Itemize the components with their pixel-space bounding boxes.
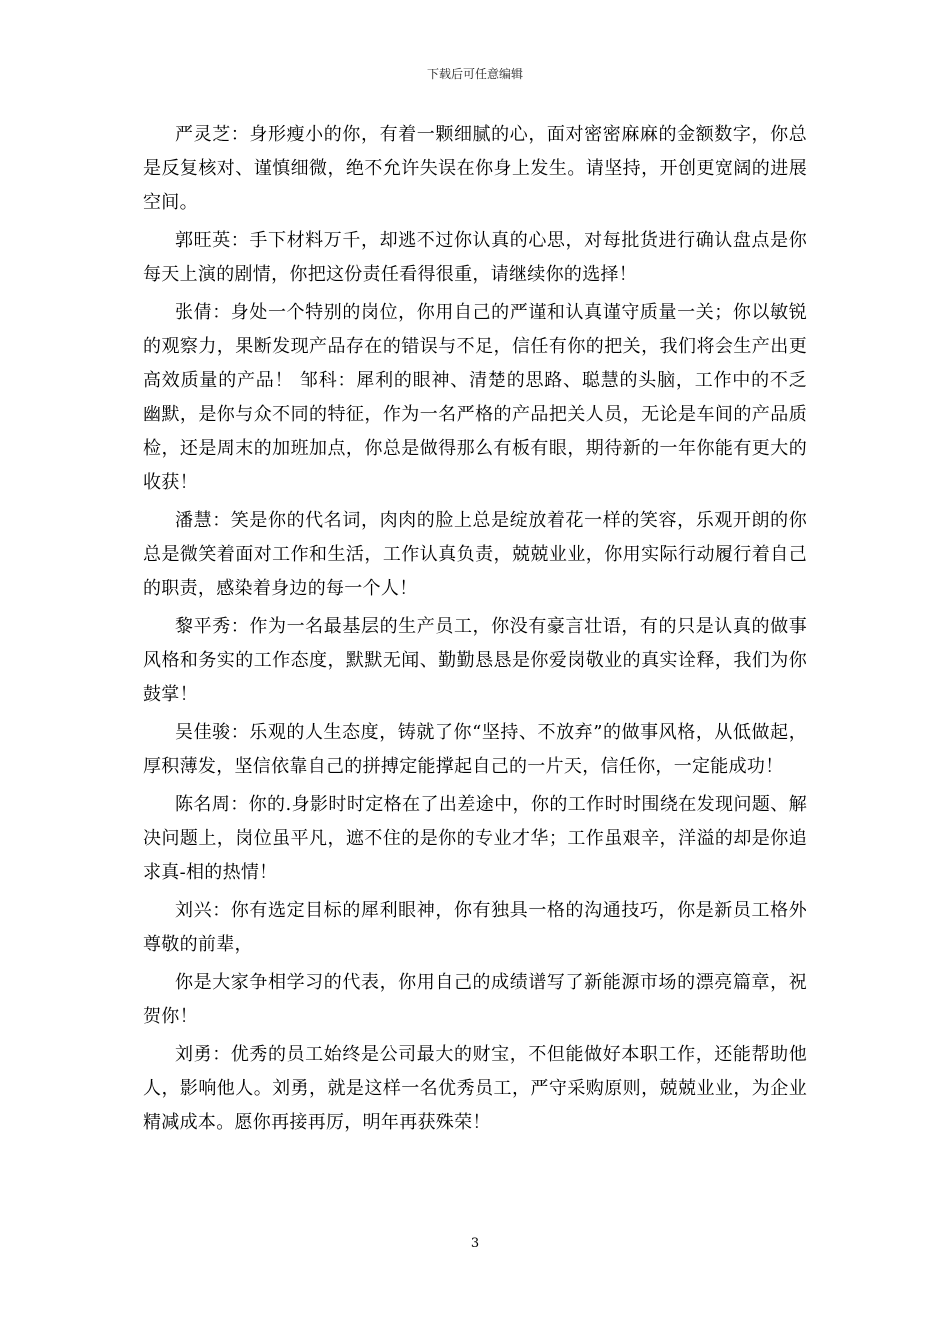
page-number: 3 <box>470 1236 480 1251</box>
page-header: 下载后可任意编辑 <box>426 67 523 81</box>
paragraph-liu-xing: 刘兴：你有选定目标的犀利眼神，你有独具一格的沟通技巧，你是新员工格外尊敬的前辈， <box>143 900 807 955</box>
document-body <box>143 118 807 1144</box>
paragraph-liu-yong: 刘勇：优秀的员工始终是公司最大的财宝，不但能做好本职工作，还能帮助他人，影响他人。刘勇，就是这样一名优秀员工，严守采购原则，兢兢业业，为企业精减成本。愿你再接再厉，明年再获殊荣！ <box>143 1044 807 1133</box>
paragraph-wu-jiajun: 吴佳骏：乐观的人生态度，铸就了你“坚持、不放弃”的做事风格，从低做起，厚积薄发，坚信依靠自己的拼搏定能撑起自己的一片天，信任你，一定能成功！ <box>143 722 807 777</box>
paragraph-zhang-qian: 张倩：身处一个特别的岗位，你用自己的严谨和认真谨守质量一关；你以敏锐的观察力，果断发现产品存在的错误与不足，信任有你的把关，我们将会生产出更高效质量的产品！ 邹科：犀利的眼神、清楚的思路、聪慧的头脑，工作中的不乏幽默，是你与众不同的特征，作为一名严格的产品把关人员，无论是车间的产品质检，还是周末的加班加点，你总是做得那么有板有眼，期待新的一年你能有更大的收获！ <box>143 302 807 493</box>
paragraph-li-pingxiu: 黎平秀：作为一名最基层的生产员工，你没有豪言壮语，有的只是认真的做事风格和务实的工作态度，默默无闻、勤勤恳恳是你爱岗敬业的真实诠释，我们为你鼓掌！ <box>143 616 807 705</box>
paragraph-chen-mingzhou: 陈名周：你的.身影时时定格在了出差途中，你的工作时时围绕在发现问题、解决问题上，岗位虽平凡，遮不住的是你的专业才华；工作虽艰辛，洋溢的却是你追求真-相的热情！ <box>143 794 807 883</box>
paragraph-guo-wangying: 郭旺英：手下材料万千，却逃不过你认真的心思，对每批货进行确认盘点是你每天上演的剧情，你把这份责任看得很重，请继续你的选择！ <box>143 230 807 285</box>
paragraph-pan-hui: 潘慧：笑是你的代名词，肉肉的脸上总是绽放着花一样的笑容，乐观开朗的你总是微笑着面对工作和生活，工作认真负责，兢兢业业，你用实际行动履行着自己的职责，感染着身边的每一个人！ <box>143 510 807 599</box>
paragraph-yan-lingzhi: 严灵芝：身形瘦小的你，有着一颗细腻的心，面对密密麻麻的金额数字，你总是反复核对、谨慎细微，绝不允许失误在你身上发生。请坚持，开创更宽阔的进展空间。 <box>143 124 807 213</box>
paragraph-liu-xing-continued: 你是大家争相学习的代表，你用自己的成绩谱写了新能源市场的漂亮篇章，祝贺你！ <box>143 972 807 1027</box>
